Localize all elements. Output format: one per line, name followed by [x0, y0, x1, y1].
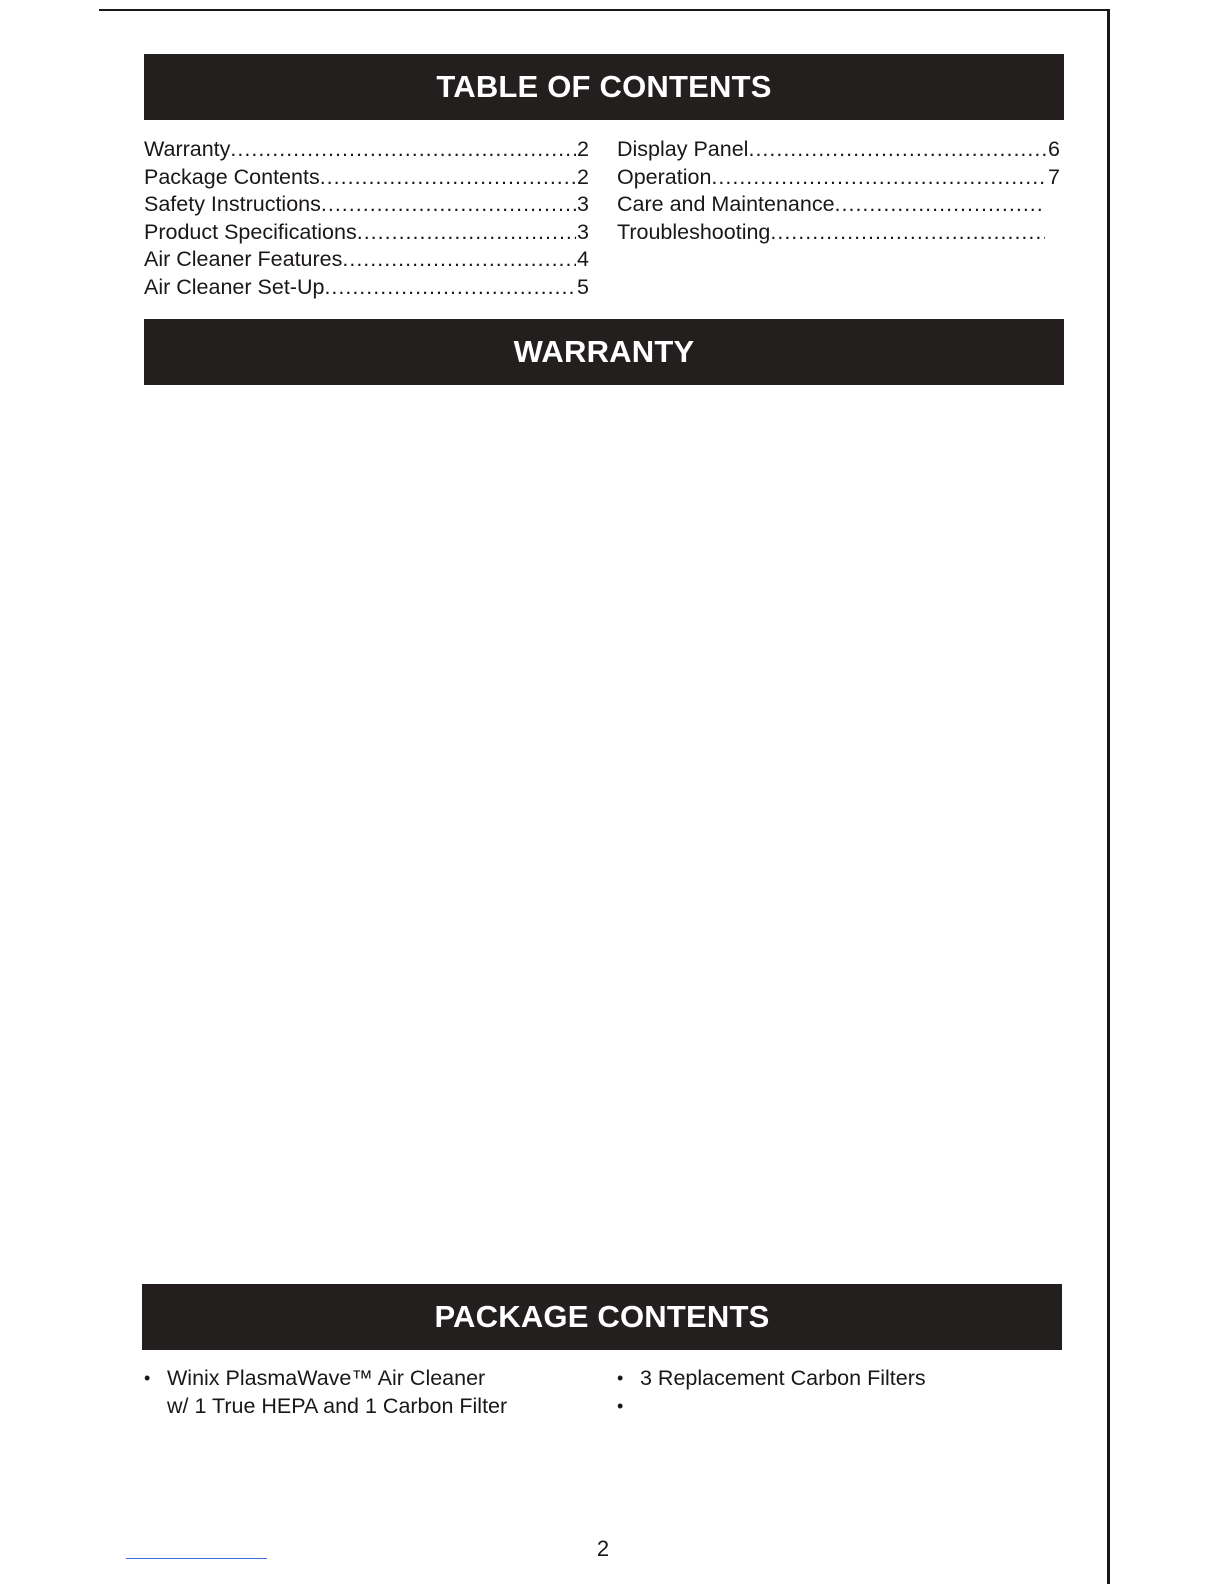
toc-entry-label: Troubleshooting: [617, 219, 771, 244]
warranty-heading: WARRANTY: [144, 319, 1064, 385]
toc-entry-page: 3: [577, 219, 589, 244]
list-item-line: Winix PlasmaWave™ Air Cleaner: [167, 1366, 486, 1390]
toc-leader-dots: [320, 164, 576, 192]
list-item-text: [167, 1364, 594, 1420]
package-contents-heading: PACKAGE CONTENTS: [142, 1284, 1062, 1350]
page-number: 2: [596, 1536, 610, 1561]
bullet-icon: •: [617, 1396, 624, 1416]
toc-leader-dots: [835, 191, 1045, 219]
toc-entry-page: 5: [577, 274, 589, 299]
toc-entry-label: Safety Instructions: [144, 192, 321, 217]
toc-entry-label: Care and Maintenance: [617, 192, 835, 217]
toc-entry-label: Operation: [617, 164, 712, 189]
toc-leader-dots: [711, 164, 1047, 192]
list-item: [617, 1364, 1057, 1392]
toc-entry-package-contents[interactable]: [144, 164, 589, 192]
toc-entry-page: 4: [577, 247, 589, 272]
bullet-icon: •: [617, 1368, 624, 1388]
toc-leader-dots: [324, 274, 576, 302]
toc-leader-dots: [230, 136, 576, 164]
toc-leader-dots: [321, 191, 576, 219]
toc-entry-page: 7: [1048, 164, 1060, 189]
toc-entry-warranty[interactable]: [144, 136, 589, 164]
toc-leader-dots: [357, 219, 576, 247]
toc-entry-air-cleaner-set-up[interactable]: [144, 274, 589, 302]
toc-entry-label: Package Contents: [144, 164, 320, 189]
toc-leader-dots: [342, 246, 576, 274]
list-item: [617, 1392, 1057, 1420]
toc-entry-display-panel[interactable]: [617, 136, 1060, 164]
toc-right-column: [617, 136, 1060, 246]
page-border-right: [1107, 9, 1110, 1584]
list-item-line: w/ 1 True HEPA and 1 Carbon Filter: [167, 1394, 508, 1418]
toc-entry-product-specifications[interactable]: [144, 219, 589, 247]
toc-entry-page: 2: [577, 164, 589, 189]
toc-entry-label: Air Cleaner Features: [144, 247, 343, 272]
toc-left-column: [144, 136, 589, 302]
toc-entry-operation[interactable]: [617, 164, 1060, 192]
package-right-column: [617, 1364, 1057, 1420]
toc-entry-label: Display Panel: [617, 137, 749, 161]
footer-link-underline[interactable]: [126, 1558, 267, 1559]
toc-entry-label: Product Specifications: [144, 219, 357, 244]
package-left-column: [144, 1364, 594, 1420]
toc-entry-troubleshooting[interactable]: [617, 219, 1060, 247]
toc-entry-label: Warranty: [144, 137, 231, 161]
toc-entry-safety-instructions[interactable]: [144, 191, 589, 219]
list-item: [144, 1364, 594, 1420]
toc-leader-dots: [748, 136, 1047, 164]
toc-entry-page: 3: [577, 192, 589, 217]
toc-entry-care-and-maintenance[interactable]: [617, 191, 1060, 219]
toc-entry-label: Air Cleaner Set-Up: [144, 274, 325, 299]
toc-entry-page: 6: [1048, 137, 1060, 161]
page-border-top: [99, 9, 1110, 11]
bullet-icon: •: [144, 1368, 151, 1388]
toc-heading: TABLE OF CONTENTS: [144, 54, 1064, 120]
toc-entry-page: 2: [577, 137, 589, 161]
toc-entry-air-cleaner-features[interactable]: [144, 246, 589, 274]
toc-leader-dots: [770, 219, 1045, 247]
list-item-text: 3 Replacement Carbon Filters: [640, 1366, 926, 1390]
